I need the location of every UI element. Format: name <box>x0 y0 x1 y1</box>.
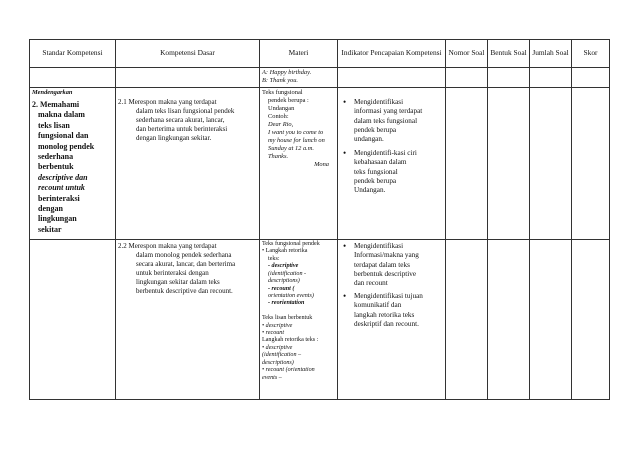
kd-line: lingkungan sekitar dalam teks <box>136 278 220 287</box>
indikator-line: pendek berupa <box>354 126 397 135</box>
sk-line: dengan <box>38 203 63 213</box>
sk-line: makna dalam <box>38 110 85 120</box>
indikator-line: langkah retorika teks <box>354 310 415 319</box>
indikator-line: pendek berupa <box>354 176 397 185</box>
materi-line: Teks fungsional pendek <box>262 241 320 247</box>
materi-line: • Langkah retorika <box>262 248 308 255</box>
indikator-line: berbentuk descriptive <box>354 270 417 279</box>
list-item <box>354 292 443 329</box>
sk-line: berinteraksi <box>38 193 80 203</box>
sk-line: 2. Memahami <box>32 100 80 109</box>
kd-line: berbentuk descriptive dan recount. <box>136 287 233 296</box>
header-bentuk-soal: Bentuk Soal <box>488 40 530 68</box>
indikator-line: Undangan. <box>354 186 386 195</box>
materi-line: • descriptive <box>262 322 293 329</box>
cell-skor-empty <box>572 88 610 240</box>
kd-line: secara akurat, lancar, dan berterima <box>136 260 236 269</box>
header-jumlah-soal: Jumlah Soal <box>530 40 572 68</box>
materi-line: Teks fungsional <box>262 89 303 96</box>
cell-standar-kompetensi <box>30 88 116 240</box>
indikator-line: deskriptif dan recount. <box>354 319 419 328</box>
sk-line: teks lisan <box>38 120 70 130</box>
materi-line: (identification – <box>262 352 302 359</box>
materi-line: A: Happy birthday. <box>262 69 312 76</box>
materi-line: descriptions) <box>268 278 300 285</box>
cell-indikator-2-1 <box>338 88 446 240</box>
sk-line: monolog pendek <box>38 141 95 151</box>
header-standar-kompetensi: Standar Kompetensi <box>30 40 116 68</box>
sk-line: fungsional dan <box>38 131 89 141</box>
cell-bentuk-empty <box>488 88 530 240</box>
kd-line: sederhana secara akurat, lancar, <box>136 116 225 125</box>
materi-line: Sunday at 12 a.m. <box>268 145 314 152</box>
materi-line: (identification - <box>268 270 307 277</box>
materi-line: Teks lisan berbentuk <box>262 315 313 322</box>
kd-line: untuk berinteraksi dengan <box>136 269 209 278</box>
list-item <box>354 242 443 289</box>
cell-jumlah-empty <box>530 68 572 88</box>
indikator-line: komunikatif dan <box>354 301 402 310</box>
cell-materi-undangan <box>260 88 338 240</box>
materi-line: • recount <box>262 330 285 337</box>
materi-line: descriptions) <box>262 359 294 366</box>
cell-skor-empty <box>572 68 610 88</box>
header-row <box>30 40 610 68</box>
sk-line: berbentuk <box>38 162 74 172</box>
indikator-line: dalam teks fungsional <box>354 116 418 125</box>
cell-sk-empty <box>30 240 116 400</box>
materi-line: teks: <box>268 255 280 262</box>
cell-bentuk-empty <box>488 240 530 400</box>
materi-line: Dear Rio, <box>268 121 294 128</box>
cell-kompetensi-dasar-2-2 <box>116 240 260 400</box>
cell-nomor-empty <box>446 68 488 88</box>
indikator-line: undangan. <box>354 135 384 144</box>
table-row <box>30 68 610 88</box>
header-kompetensi-dasar: Kompetensi Dasar <box>116 40 260 68</box>
table-row <box>30 240 610 400</box>
header-materi: Materi <box>260 40 338 68</box>
sk-line: recount untuk <box>38 183 85 193</box>
cell-nomor-empty <box>446 240 488 400</box>
sk-line: sekitar <box>38 224 62 234</box>
indikator-line: Informasi/makna yang <box>354 251 419 260</box>
sk-text <box>32 100 113 235</box>
materi-line: B: Thank you. <box>262 77 299 84</box>
cell-sk-empty <box>30 68 116 88</box>
indikator-line: • Mengidentifikasi <box>354 98 404 106</box>
indikator-list <box>340 98 443 196</box>
indikator-line: kebahasaan dalam <box>354 158 407 167</box>
header-nomor-soal: Nomor Soal <box>446 40 488 68</box>
kd-line: dalam teks lisan fungsional pendek <box>136 107 235 116</box>
header-indikator: Indikator Pencapaian Kompetensi <box>338 40 446 68</box>
competency-table <box>29 39 610 400</box>
kd-line: dalam monolog pendek sederhana <box>136 251 232 260</box>
materi-line: - descriptive <box>268 263 299 270</box>
sk-line: sederhana <box>38 151 74 161</box>
cell-indikator-empty <box>338 68 446 88</box>
header-skor: Skor <box>572 40 610 68</box>
materi-line: Langkah retorika teks : <box>262 337 319 344</box>
indikator-line: informasi yang terdapat <box>354 107 423 116</box>
indikator-line: • Mengidentifikasi <box>354 242 404 250</box>
indikator-line: • Mengidentifikasi tujuan <box>354 291 423 300</box>
indikator-line: • Mengidentifi-kasi ciri <box>354 148 417 157</box>
materi-line: my house for lunch on <box>268 137 325 144</box>
cell-kd-empty <box>116 68 260 88</box>
cell-skor-empty <box>572 240 610 400</box>
materi-signature: Mona <box>314 161 329 168</box>
materi-line: - reorientation <box>268 300 305 307</box>
sk-heading: Mendengarkan <box>32 89 73 96</box>
kd-line: 2.1 Merespon makna yang terdapat <box>118 98 217 106</box>
materi-line <box>262 308 335 315</box>
materi-line: Undangan <box>268 105 295 112</box>
kd-line: dan berterima untuk berinteraksi <box>136 125 228 134</box>
materi-line: pendek berupa : <box>268 97 309 104</box>
materi-line: Contoh: <box>268 113 289 120</box>
list-item <box>354 149 443 196</box>
indikator-line: dan recount <box>354 279 388 288</box>
cell-jumlah-empty <box>530 88 572 240</box>
cell-nomor-empty <box>446 88 488 240</box>
materi-line: - recount ( <box>268 285 295 292</box>
list-item <box>354 98 443 145</box>
indikator-line: teks fungsional <box>354 167 398 176</box>
table-row <box>30 88 610 240</box>
materi-line: events – <box>262 374 282 381</box>
cell-materi-descriptive-recount <box>260 240 338 400</box>
cell-bentuk-empty <box>488 68 530 88</box>
materi-line: I want you to come to <box>268 129 324 136</box>
indikator-list <box>340 242 443 329</box>
cell-kompetensi-dasar-2-1 <box>116 88 260 240</box>
cell-indikator-2-2 <box>338 240 446 400</box>
materi-line: Thanks. <box>268 153 289 160</box>
materi-line: • recount (orientation <box>262 367 315 374</box>
materi-line: • descriptive <box>262 344 293 351</box>
sk-line: descriptive dan <box>38 172 88 182</box>
materi-line: orientation events) <box>268 292 314 299</box>
cell-jumlah-empty <box>530 240 572 400</box>
indikator-line: terdapat dalam teks <box>354 260 410 269</box>
sk-line: lingkungan <box>38 214 77 224</box>
kd-line: dengan lingkungan sekitar. <box>136 134 212 143</box>
cell-materi-dialogue <box>260 68 338 88</box>
kd-line: 2.2 Merespon makna yang terdapat <box>118 242 217 250</box>
